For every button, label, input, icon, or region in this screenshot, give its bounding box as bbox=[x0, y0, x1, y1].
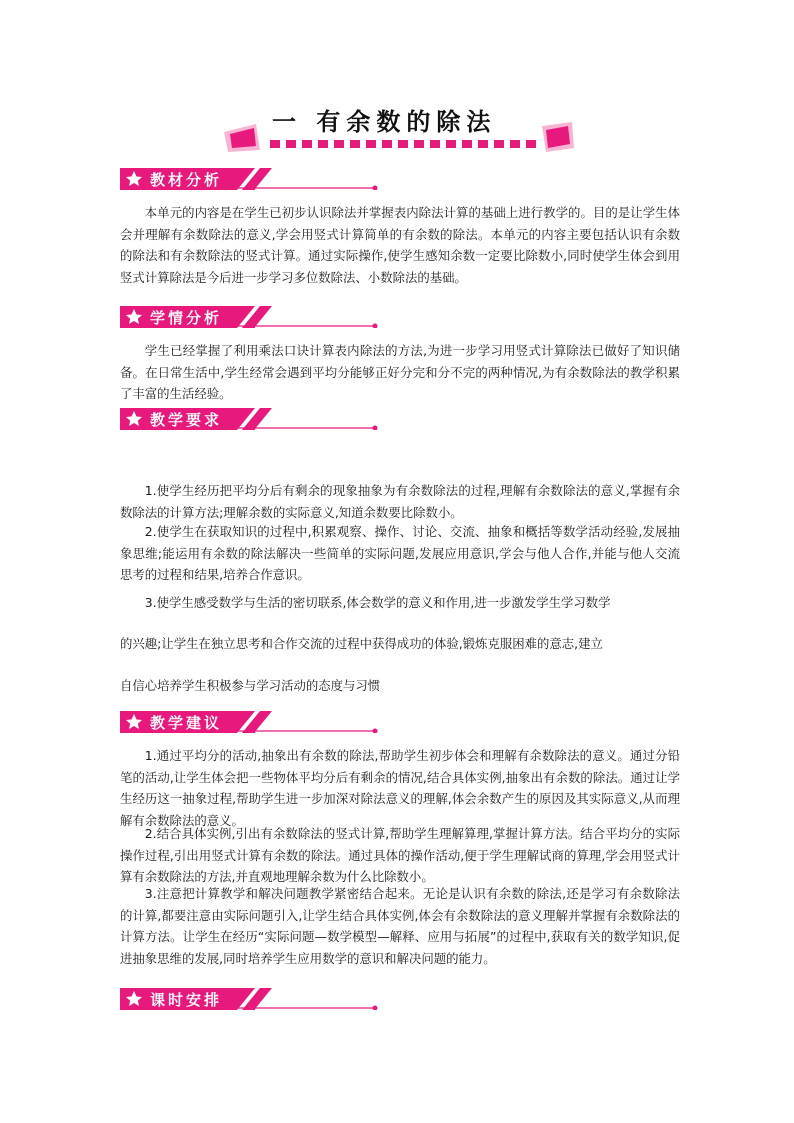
section-header-suggestions bbox=[120, 711, 380, 733]
section-title: 课时安排 bbox=[150, 991, 223, 1009]
analysis-paragraph: 本单元的内容是在学生已初步认识除法并掌握表内除法计算的基础上进行教学的。目的是让学生体 会并理解有余数除法的意义,学会用竖式计算简单的有余数的除法。本单元的内容主要包括认识有余数的除法和有余数除法的竖式计算。通过实际操作,使学生感知余数一定要比除数小,同时使学生体会到用竖式计算除法是今后进一步学习多位数除法、小数除法的基础。 bbox=[120, 205, 680, 285]
section-title: 学情分析 bbox=[150, 309, 223, 327]
section-title: 教学建议 bbox=[150, 714, 223, 732]
section-title: 教材分析 bbox=[150, 171, 223, 189]
section-header-requirements bbox=[120, 408, 380, 430]
section-header-situation bbox=[120, 306, 380, 328]
situation-paragraph: 学生已经掌握了利用乘法口诀计算表内除法的方法,为进一步学习用竖式计算除法已做好了知识储备。在日常生活中,学生经常会遇到平均分能够正好分完和分不完的两种情况,为有余数除法的教学积累了丰富的生活经验。 bbox=[120, 343, 680, 401]
suggestions-item-1: 1.通过平均分的活动,抽象出有余数的除法,帮助学生初步体会和理解有余数除法的意义。通过分铅笔的活动,让学生体会把一些物体平均分后有剩余的情况,结合具体实例,抽象出有余数的除法。通过让学生经历这一抽象过程,帮助学生进一步加深对除法意义的理解,体会余数产生的原因及其实际意义,从而理解有余数除法的意义。 bbox=[120, 748, 680, 828]
section-header-schedule bbox=[120, 988, 380, 1010]
requirements-item-2: 2.使学生在获取知识的过程中,积累观察、操作、讨论、交流、抽象和概括等数学活动经验,发展抽象思维;能运用有余数的除法解决一些简单的实际问题,发展应用意识,学会与他人合作,并能与他人交流思考的过程和结果,培养合作意识。 bbox=[120, 524, 680, 582]
section-header-analysis bbox=[120, 168, 380, 190]
requirements-item-1: 1.使学生经历把平均分后有剩余的现象抽象为有余数除法的过程,理解有余数除法的意义,掌握有余数除法的计算方法;理解余数的实际意义,知道余数要比除数小。 bbox=[120, 483, 680, 520]
requirements-item-3-line-1: 3.使学生感受数学与生活的密切联系,体会数学的意义和作用,进一步激发学生学习数学 bbox=[144, 595, 611, 610]
section-title: 教学要求 bbox=[150, 411, 223, 429]
suggestions-item-2: 2.结合具体实例,引出有余数除法的竖式计算,帮助学生理解算理,掌握计算方法。结合平均分的实际操作过程,引出用竖式计算有余数的除法。通过具体的操作活动,便于学生理解试商的算理,学会用竖式计算有余数除法的方法,并直观地理解余数为什么比除数小。 bbox=[120, 826, 680, 884]
suggestions-item-3: 3.注意把计算教学和解决问题教学紧密结合起来。无论是认识有余数的除法,还是学习有余数除法的计算,都要注意由实际问题引入,让学生结合具体实例,体会有余数除法的意义理解并掌握有余数除法的计算方法。让学生在经历“实际问题—数学模型—解释、应用与拓展”的过程中,获取有关的数学知识,促进抽象思维的发展,同时培养学生应用数学的意识和解决问题的能力。 bbox=[120, 886, 680, 966]
page-title: 一 有余数的除法 bbox=[272, 108, 497, 136]
chapter-title-block bbox=[220, 100, 580, 160]
requirements-item-3-line-2: 的兴趣;让学生在独立思考和合作交流的过程中获得成功的体验,锻炼克服困难的意志,建立 bbox=[120, 636, 603, 651]
requirements-item-3-line-3: 自信心培养学生积极参与学习活动的态度与习惯 bbox=[120, 678, 381, 693]
